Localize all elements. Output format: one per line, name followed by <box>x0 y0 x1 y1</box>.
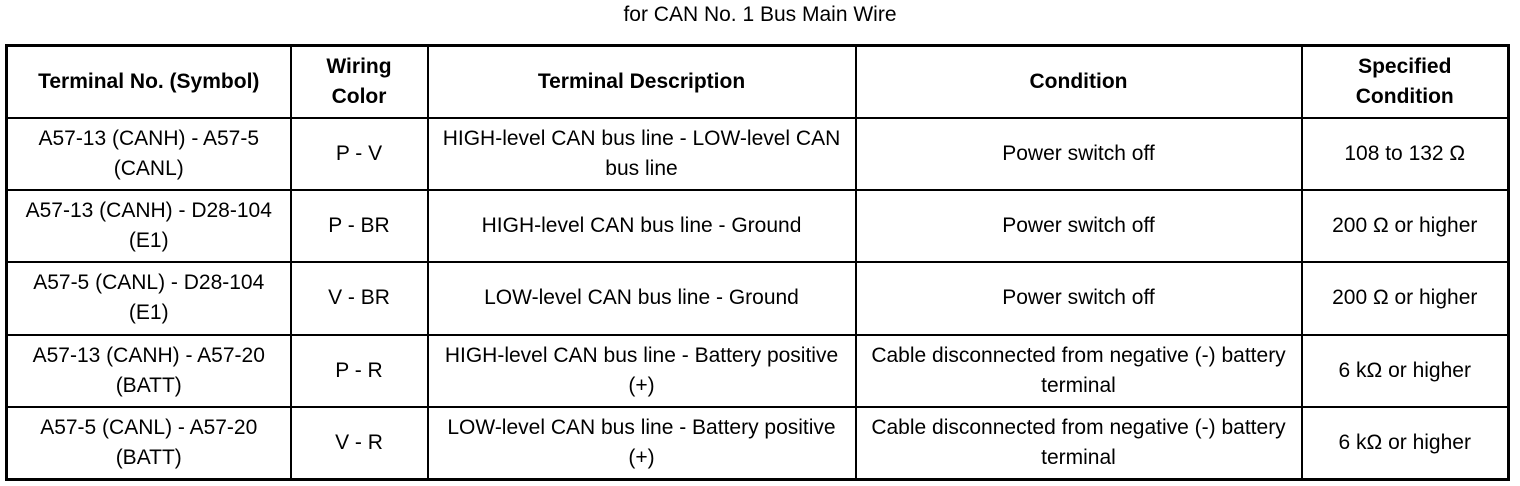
terminal-description-cell: HIGH-level CAN bus line - LOW-level CAN bus line <box>428 118 856 190</box>
table-row <box>7 335 1509 407</box>
table-row <box>7 262 1509 334</box>
terminal-cell: A57-13 (CANH) - A57-20 (BATT) <box>7 335 291 407</box>
header-wiring-color: Wiring Color <box>291 46 428 119</box>
terminal-cell: A57-13 (CANH) - D28-104 (E1) <box>7 190 291 262</box>
spec-table <box>5 44 1510 481</box>
header-condition: Condition <box>856 46 1302 119</box>
specified-condition-cell: 108 to 132 Ω <box>1302 118 1509 190</box>
wiring-color-cell: V - BR <box>291 262 428 334</box>
condition-cell: Cable disconnected from negative (-) battery terminal <box>856 335 1302 407</box>
terminal-cell: A57-5 (CANL) - D28-104 (E1) <box>7 262 291 334</box>
terminal-description-cell: HIGH-level CAN bus line - Battery positive (+) <box>428 335 856 407</box>
wiring-color-cell: P - BR <box>291 190 428 262</box>
specified-condition-cell: 6 kΩ or higher <box>1302 407 1509 480</box>
terminal-cell: A57-13 (CANH) - A57-5 (CANL) <box>7 118 291 190</box>
table-row <box>7 407 1509 480</box>
terminal-description-cell: HIGH-level CAN bus line - Ground <box>428 190 856 262</box>
specified-condition-cell: 6 kΩ or higher <box>1302 335 1509 407</box>
condition-cell: Power switch off <box>856 190 1302 262</box>
header-specified-condition: Specified Condition <box>1302 46 1509 119</box>
header-terminal-description: Terminal Description <box>428 46 856 119</box>
condition-cell: Cable disconnected from negative (-) battery terminal <box>856 407 1302 480</box>
condition-cell: Power switch off <box>856 118 1302 190</box>
terminal-description-cell: LOW-level CAN bus line - Battery positive (+) <box>428 407 856 480</box>
specified-condition-cell: 200 Ω or higher <box>1302 262 1509 334</box>
wiring-color-cell: P - R <box>291 335 428 407</box>
condition-cell: Power switch off <box>856 262 1302 334</box>
specified-condition-cell: 200 Ω or higher <box>1302 190 1509 262</box>
terminal-cell: A57-5 (CANL) - A57-20 (BATT) <box>7 407 291 480</box>
header-terminal: Terminal No. (Symbol) <box>7 46 291 119</box>
table-row <box>7 118 1509 190</box>
terminal-description-cell: LOW-level CAN bus line - Ground <box>428 262 856 334</box>
wiring-color-cell: V - R <box>291 407 428 480</box>
table-row <box>7 190 1509 262</box>
table-caption: for CAN No. 1 Bus Main Wire <box>623 3 897 26</box>
wiring-color-cell: P - V <box>291 118 428 190</box>
header-row <box>7 46 1509 119</box>
